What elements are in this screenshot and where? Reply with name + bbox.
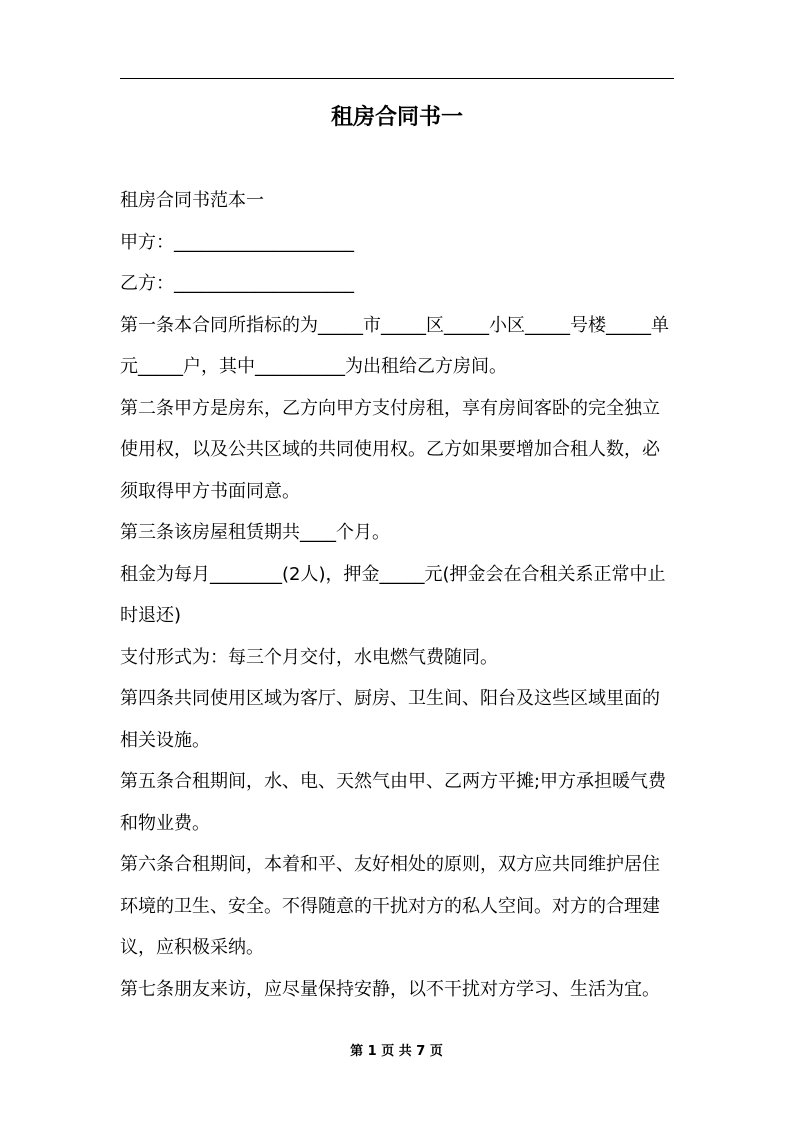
document-title: 租房合同书一 (330, 105, 463, 130)
paragraph-article-5: 第五条合租期间，水、电、天然气由甲、乙两方平摊;甲方承担暖气费和物业费。 (120, 771, 667, 834)
paragraph-article-7: 第七条朋友来访，应尽量保持安静，以不干扰对方学习、生活为宜。 (120, 978, 660, 1000)
document-body (120, 180, 674, 1010)
page-number: 第 1 页 共 7 页 (350, 1044, 443, 1059)
paragraph-party-a: 甲方：____________________ (120, 231, 354, 253)
paragraph-payment: 支付形式为：每三个月交付，水电燃气费随同。 (120, 646, 498, 668)
paragraph-article-2: 第二条甲方是房东，乙方向甲方支付房租，享有房间客卧的完全独立使用权，以及公共区域的共同使用权。乙方如果要增加合租人数，必须取得甲方书面同意。 (120, 397, 660, 502)
paragraph-rent: 租金为每月________(2人)，押金_____元(押金会在合租关系正常中止时退还) (120, 563, 666, 626)
paragraph-article-3: 第三条该房屋租赁期共____个月。 (120, 522, 390, 543)
paragraph-article-6: 第六条合租期间，本着和平、友好相处的原则，双方应共同维护居住环境的卫生、安全。不得随意的干扰对方的私人空间。对方的合理建议，应积极采纳。 (120, 854, 660, 958)
paragraph-article-4: 第四条共同使用区域为客厅、厨房、卫生间、阳台及这些区域里面的相关设施。 (120, 688, 660, 751)
paragraph-party-b: 乙方：____________________ (120, 273, 354, 294)
paragraph-subtitle: 租房合同书范本一 (120, 190, 264, 211)
paragraph-article-1: 第一条本合同所指标的为_____市_____区_____小区_____号楼_____单元_____户，其中__________为出租给乙方房间。 (120, 314, 669, 377)
header-rule (120, 78, 674, 79)
